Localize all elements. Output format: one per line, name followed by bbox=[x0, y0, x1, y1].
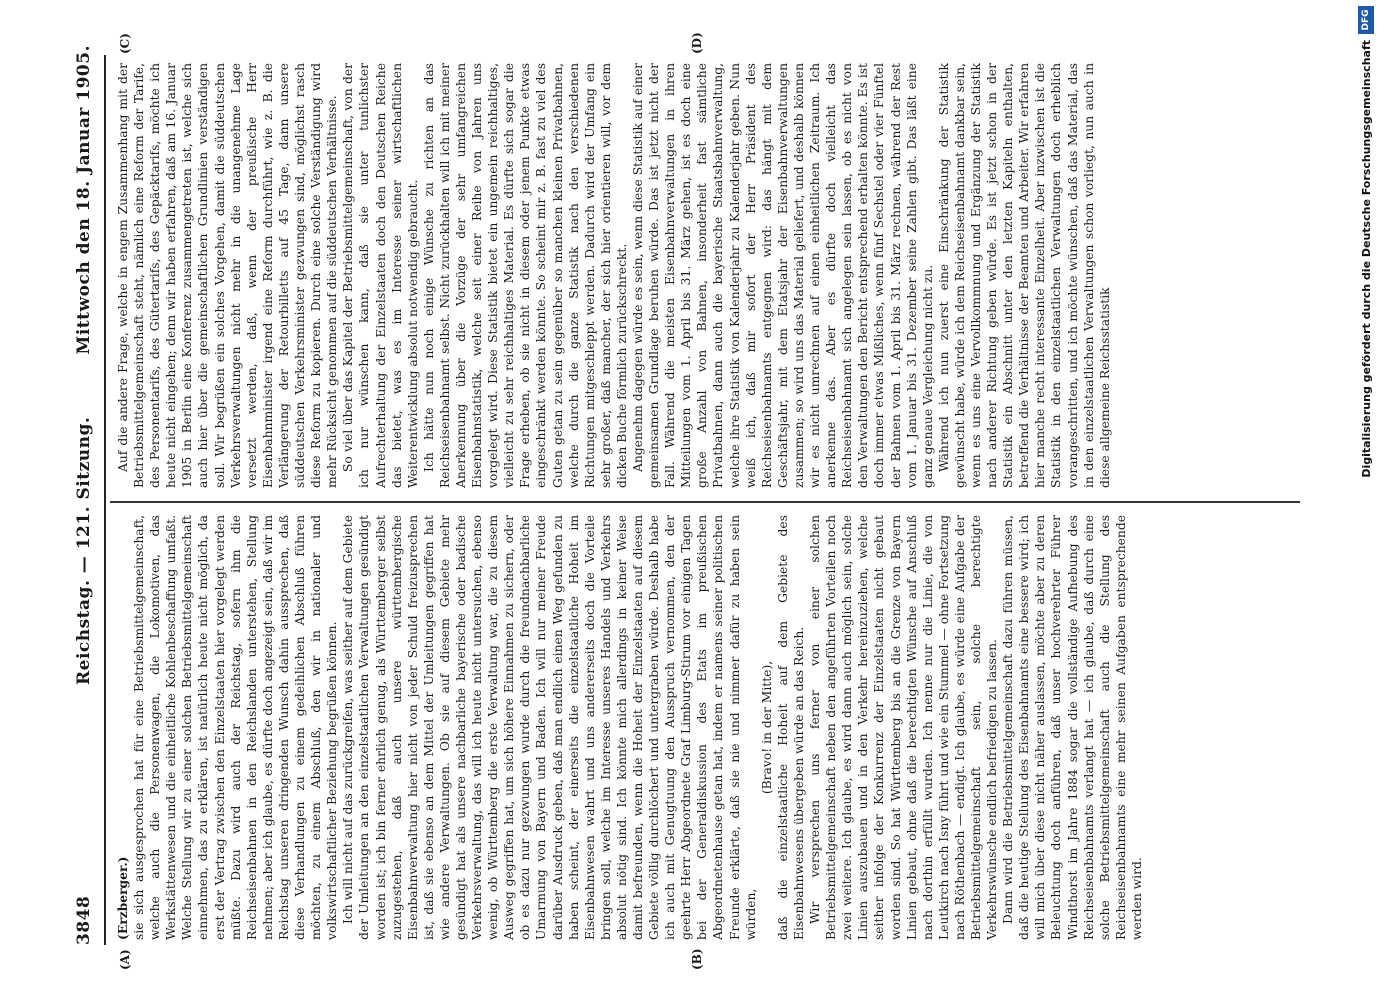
paragraph: daß die einzelstaatliche Hoheit auf dem Gebiete des Eisenbahnwesens übergeben würde an das Reich. bbox=[775, 515, 806, 940]
session-date: Mittwoch den 18. Januar 1905. bbox=[74, 45, 94, 355]
left-column bbox=[115, 515, 1300, 940]
paragraph: Ich will nicht auf das zurückgreifen, was seither auf dem Gebiete der Umleitungen an den einzelstaatlichen Verwaltungen gesündigt worden ist; ich bin ferner ehrlich genug, als Württemberger selbst zuzugestehen, daß auch unsere württembergische Eisenbahnverwaltung hier nicht von jeder Schuld freizusprechen ist, daß sie ebenso an dem Mittel der Umleitungen gegriffen hat wie andere Verwaltungen. Ob sie auf diesem Gebiete mehr gesündigt hat als unsere nachbarliche bayerische oder badische Verkehrsverwaltung, das will ich heute nicht untersuchen, ebenso wenig, ob Württemberg die erste Verwaltung war, die zu diesem Ausweg gegriffen hat, um sich höhere Einnahmen zu sichern, oder ob es dazu nur gezwungen wurde durch die freundnachbarliche Umarmung von Bayern und Baden. Ich will nur meiner Freude darüber Ausdruck geben, daß man endlich einen Weg gefunden zu haben scheint, der einerseits die einzelstaatliche Hoheit im Eisenbahnwesen wahrt und uns andererseits doch die Vorteile bringen soll, welche im Interesse unseres Handels und Verkehrs absolut nötig sind. Ich könnte mich allerdings in keiner Weise damit befreunden, wenn die Hoheit der Einzelstaaten auf diesem Gebiete völlig durchlöchert und untergraben würde. Deshalb habe ich auch mit Genugtuung den Ausspruch vernommen, den der geehrte Herr Abgeordnete Graf Limburg-Stirum vor einigen Tagen bei der Generaldiskussion des Etats im preußischen Abgeordnetenhause getan hat, indem er namens seiner politischen Freunde erklärte, daß sie nie und nimmer dafür zu haben sein würden, bbox=[341, 515, 758, 940]
speaker-name: (Erzberger.) bbox=[115, 856, 130, 940]
header-rule bbox=[104, 55, 106, 945]
page-header bbox=[70, 45, 100, 945]
margin-mark-a: (A) bbox=[118, 949, 132, 970]
paragraph: Während ich nun zuerst eine Einschränkung der Statistik gewünscht habe, würde ich dem Reichseisenbahnamt dankbar sein, wenn es uns eine Vervollkommnung und Ergänzung der Statistik nach anderer Richtung geben würde. Es ist jetzt schon in der Statistik ein Abschnitt unter den letzten Kapiteln enthalten, betreffend die Verhältnisse der Beamten und Arbeiter. Wir erfahren hier manche recht interessante Einzelheit. Aber inzwischen ist die Statistik in den einzelstaatlichen Verwaltungen doch erheblich vorangeschritten, und ich möchte wünschen, daß das Material, das in den einzelstaatlichen Verwaltungen schon vorliegt, nun auch in diese allgemeine Reichsstatistik bbox=[936, 63, 1112, 488]
margin-mark-d: (D) bbox=[690, 32, 704, 54]
paragraph: Angenehm dagegen würde es sein, wenn diese Statistik auf einer gemeinsamen Grundlage beruhen würde. Das ist jetzt nicht der Fall. Während die meisten Eisenbahnverwaltungen in ihren Mitteilungen vom 1. April bis 31. März gehen, ist es doch eine große Anzahl von Bahnen, insonderheit fast sämtliche Privatbahnen, dann auch die bayerische Staatsbahnverwaltung, welche ihre Statistik von Kalenderjahr zu Kalenderjahr geben. Nun weiß ich, daß mir sofort der Herr Präsident des Reichseisenbahnamts entgegnen wird: das hängt mit dem Geschäftsjahr, mit dem Etatsjahr der Eisenbahnverwaltungen zusammen; so wird uns das Material geliefert, und deshalb können wir es nicht umrechnen auf einen einheitlichen Zeitraum. Ich anerkenne das. Aber es dürfte doch vielleicht das Reichseisenbahnamt sich angelegen sein lassen, ob es nicht von den Verwaltungen den Bericht entsprechend erhalten könnte. Es ist doch immer etwas Mißliches, wenn fünf Sechstel oder vier Fünftel der Bahnen vom 1. April bis 31. März rechnen, während der Rest vom 1. Januar bis 31. Dezember seine Zahlen gibt. Das läßt eine ganz genaue Vergleichung nicht zu. bbox=[631, 63, 935, 488]
paragraph: Ich hätte nun noch einige Wünsche zu richten an das Reichseisenbahnamt selbst. Nicht zurückhalten will ich mit meiner Anerkennung über die Vorzüge der sehr umfangreichen Eisenbahnstatistik, welche seit einer Reihe von Jahren uns vorgelegt wird. Diese Statistik bietet ein ungemein reichhaltiges, vielleicht zu sehr reichhaltiges Material. Es dürfte sich sogar die Frage erheben, ob sie nicht in diesem oder jenem Punkte etwas eingeschränkt werden könnte. So scheint mir z. B. fast zu viel des Guten getan zu sein gegenüber so manchen kleinen Privatbahnen, welche durch die ganze Statistik nach den verschiedenen Richtungen mitgeschleppt werden. Dadurch wird der Umfang ein sehr großer, daß mancher, der sich hier orientieren will, vor dem dicken Buche förmlich zurückschreckt. bbox=[421, 63, 629, 488]
page-footer bbox=[1358, 0, 1378, 1000]
digitization-credit: Digitalisierung gefördert durch die Deutsche Forschungsgemeinschaft bbox=[1360, 40, 1373, 478]
page-number: 3848 bbox=[74, 895, 94, 945]
paragraph: So viel über das Kapitel der Betriebsmittelgemeinschaft, von der ich nur wünschen kann, daß sie unter tunlichster Aufrechterhaltung der Einzelstaaten doch den Deutschen Reiche das bietet, was es im Interesse seiner wirtschaftlichen Weiterentwicklung absolut notwendig gebraucht. bbox=[341, 63, 420, 488]
dfg-logo: DFG bbox=[1358, 6, 1374, 34]
session-title: Reichstag. — 121. Sitzung. bbox=[74, 416, 94, 685]
margin-mark-b: (B) bbox=[690, 948, 704, 970]
paragraph: Dann wird die Betriebsmittelgemeinschaft dazu führen müssen, daß die heutige Stellung des Eisenbahnamts eine bessere wird; ich will mich über diese nicht näher auslassen, möchte aber zu deren Beleuchtung doch anführen, daß unser hochverehrter Führer Windthorst im Jahre 1884 sogar die vollständige Aufhebung des Reichseisenbahnamts verlangt hat — ich glaube, daß durch eine solche Betriebsmittelgemeinschaft auch die Stellung des Reichseisenbahnamts eine mehr seinen Aufgaben entsprechende werden wird. bbox=[1001, 515, 1144, 940]
interjection: (Bravo! in der Mitte), bbox=[759, 660, 774, 795]
paragraph: sie sich ausgesprochen hat für eine Betriebsmittelgemeinschaft, welche auch die Personenwagen, die Lokomotiven, das Werkstättenwesen und die einheitliche Kohlenbeschaffung umfaßt. Welche Stellung wir zu einer solchen Betriebsmittelgemeinschaft einnehmen, das zu erklären, ist natürlich heute nicht möglich, da erst der Vertrag zwischen den Einzelstaaten hier vorgelegt werden müßte. Dazu wird auch der Reichstag, sofern ihm die Reichseisenbahnen in den Reichslanden unterstehen, Stellung nehmen; aber ich glaube, es dürfte doch angezeigt sein, daß wir im Reichstag unseren dringenden Wunsch dahin aussprechen, daß diese Verhandlungen zu einem gedeihlichen Abschluß führen möchten, zu einem Abschluß, den wir in nationaler und volkswirtschaftlicher Beziehung begrüßen können. bbox=[132, 515, 340, 940]
margin-mark-c: (C) bbox=[118, 33, 132, 54]
paragraph: Wir versprechen uns ferner von einer solchen Betriebsmittelgemeinschaft neben den angeführten Vorteilen noch zwei weitere. Ich glaube, es wird dann auch möglich sein, solche Linien auszubauen und in den Verkehr hereinzuziehen, welche seither infolge der Konkurrenz der Einzelstaaten nicht gebaut worden sind. So hat Württemberg bis an die Grenze von Bayern Linien gebaut, ohne daß die berechtigten Wünsche auf Anschluß nach dorthin erfüllt wurden. Ich nenne nur die Linie, die von Leutkirch nach Isny führt und wie ein Stummel — ohne Fortsetzung nach Röthenbach — endigt. Ich glaube, es würde eine Aufgabe der Betriebsmittelgemeinschaft sein, solche berechtigte Verkehrswünsche endlich befriedigen zu lassen. bbox=[808, 515, 1000, 940]
column-divider bbox=[110, 501, 1300, 503]
paragraph: Auf die andere Frage, welche in engem Zusammenhang mit der Betriebsmittelgemeinschaft steht, nämlich eine Reform der Tarife, des Personentarifs, des Gütertarifs, des Gepäcktarifs, möchte ich heute nicht eingehen; denn wir haben erfahren, daß am 16. Januar 1905 in Berlin eine Konferenz zusammengetreten ist, welche sich auch hier über die gemeinschaftlichen Grundlinien verständigen soll. Wir begrüßen ein solches Vorgehen, damit die süddeutschen Verkehrsverwaltungen nicht mehr in die unangenehme Lage versetzt werden, daß, wenn der preußische Herr Eisenbahnminister irgend eine Reform durchführt, wie z. B. die Verlängerung der Retourbilletts auf 45 Tage, dann unsere süddeutschen Verkehrsminister gezwungen sind, möglichst rasch diese Reform zu kopieren. Durch eine solche Verständigung wird mehr Rücksicht genommen auf die süddeutschen Verhältnisse. bbox=[116, 63, 340, 488]
right-column bbox=[115, 63, 1300, 488]
